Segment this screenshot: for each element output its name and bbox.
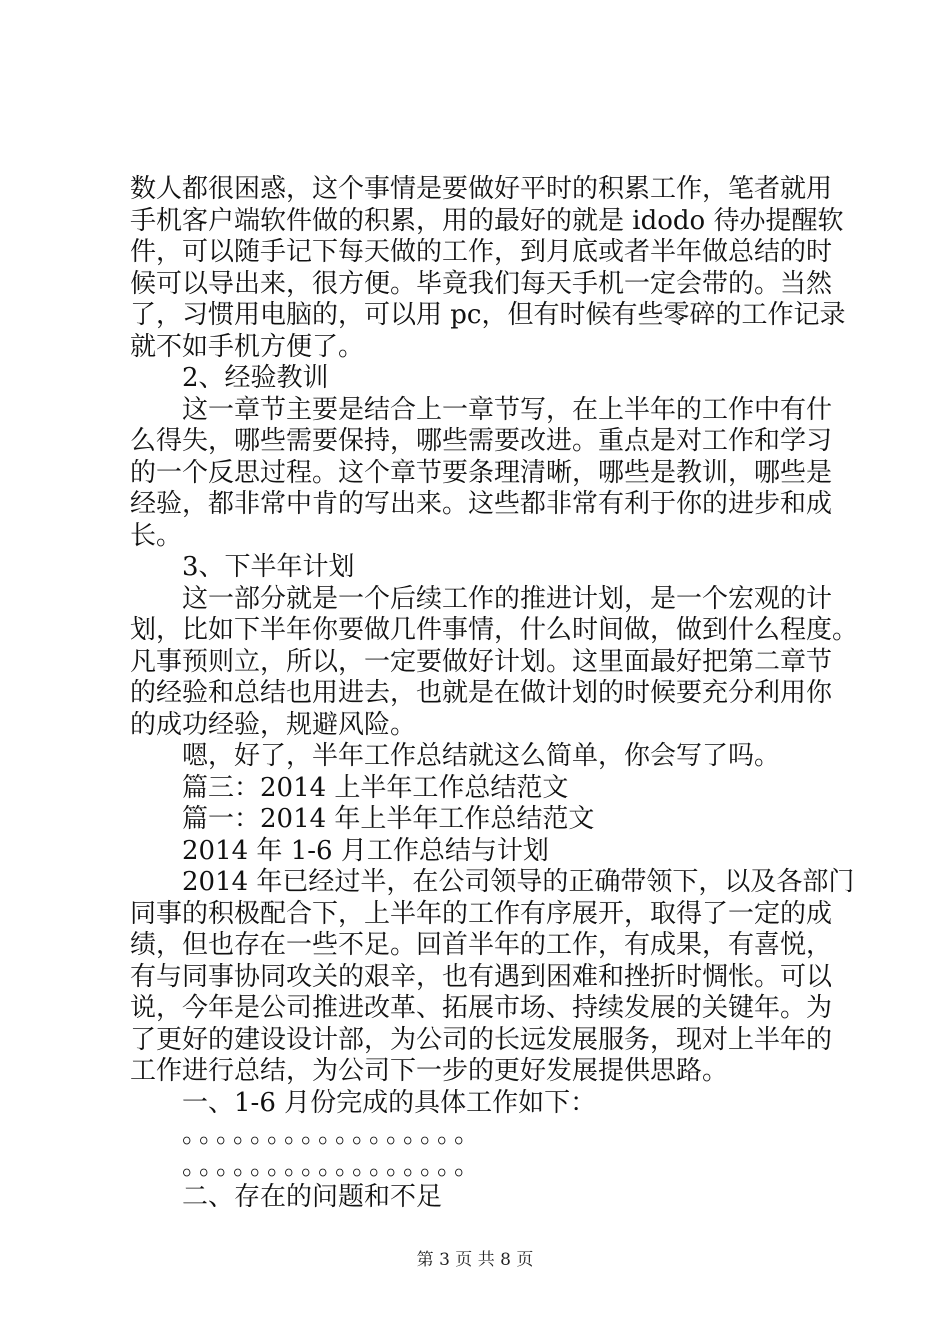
text-line: 手机客户端软件做的积累，用的最好的就是 idodo 待办提醒软 — [130, 205, 844, 236]
text-line: 划，比如下半年你要做几件事情，什么时间做，做到什么程度。 — [130, 615, 859, 645]
text-line: 长。 — [130, 520, 183, 551]
text-line: 3、下半年计划 — [182, 552, 355, 582]
text-line: 工作进行总结，为公司下一步的更好发展提供思路。 — [130, 1056, 729, 1086]
text-line: 了更好的建设设计部，为公司的长远发展服务，现对上半年的 — [130, 1024, 833, 1055]
text-line: 就不如手机方便了。 — [130, 331, 365, 362]
text-line: 的成功经验，规避风险。 — [130, 709, 417, 740]
text-line: 件，可以随手记下每天做的工作，到月底或者半年做总结的时 — [130, 237, 833, 267]
text-line: 篇一：2014 年上半年工作总结范文 — [182, 804, 595, 834]
text-line: 的经验和总结也用进去，也就是在做计划的时候要充分利用你 — [130, 678, 833, 708]
text-line: 一、1-6 月份完成的具体工作如下： — [182, 1087, 597, 1118]
text-line: 数人都很困惑，这个事情是要做好平时的积累工作，笔者就用 — [130, 174, 833, 204]
text-line: 2014 年 1-6 月工作总结与计划 — [182, 835, 549, 866]
text-line: 绩，但也存在一些不足。回首半年的工作，有成果，有喜悦， — [130, 930, 833, 960]
text-line: 经验，都非常中肯的写出来。这些都非常有利于你的进步和成 — [130, 489, 833, 519]
text-line: 么得失，哪些需要保持，哪些需要改进。重点是对工作和学习 — [130, 426, 833, 456]
document-body — [130, 174, 859, 1214]
text-line: 2、经验教训 — [182, 363, 329, 393]
text-line: 篇三：2014 上半年工作总结范文 — [182, 772, 569, 803]
text-line: 嗯，好了，半年工作总结就这么简单，你会写了吗。 — [182, 741, 781, 771]
text-line: 的一个反思过程。这个章节要条理清晰，哪些是教训，哪些是 — [130, 457, 833, 488]
text-line: 候可以导出来，很方便。毕竟我们每天手机一定会带的。当然 — [130, 268, 833, 299]
page-footer: 第 3 页 共 8 页 — [416, 1250, 534, 1270]
text-line: 这一部分就是一个后续工作的推进计划，是一个宏观的计 — [182, 583, 833, 614]
text-line: 同事的积极配合下，上半年的工作有序展开，取得了一定的成 — [130, 898, 833, 929]
text-line: 二、存在的问题和不足 — [182, 1182, 443, 1212]
text-line: 。。。。。。。。。。。。。。。。。 — [182, 1119, 485, 1149]
text-line: 。。。。。。。。。。。。。。。。。 — [182, 1150, 485, 1181]
text-line: 说，今年是公司推进改革、拓展市场、持续发展的关键年。为 — [130, 993, 833, 1023]
text-line: 有与同事协同攻关的艰辛，也有遇到困难和挫折时惆怅。可以 — [130, 961, 833, 992]
text-line: 这一章节主要是结合上一章节写，在上半年的工作中有什 — [182, 394, 833, 425]
text-line: 2014 年已经过半，在公司领导的正确带领下，以及各部门 — [182, 867, 855, 897]
text-line: 了，习惯用电脑的，可以用 pc，但有时候有些零碎的工作记录 — [130, 300, 846, 330]
text-line: 凡事预则立，所以，一定要做好计划。这里面最好把第二章节 — [130, 646, 833, 677]
